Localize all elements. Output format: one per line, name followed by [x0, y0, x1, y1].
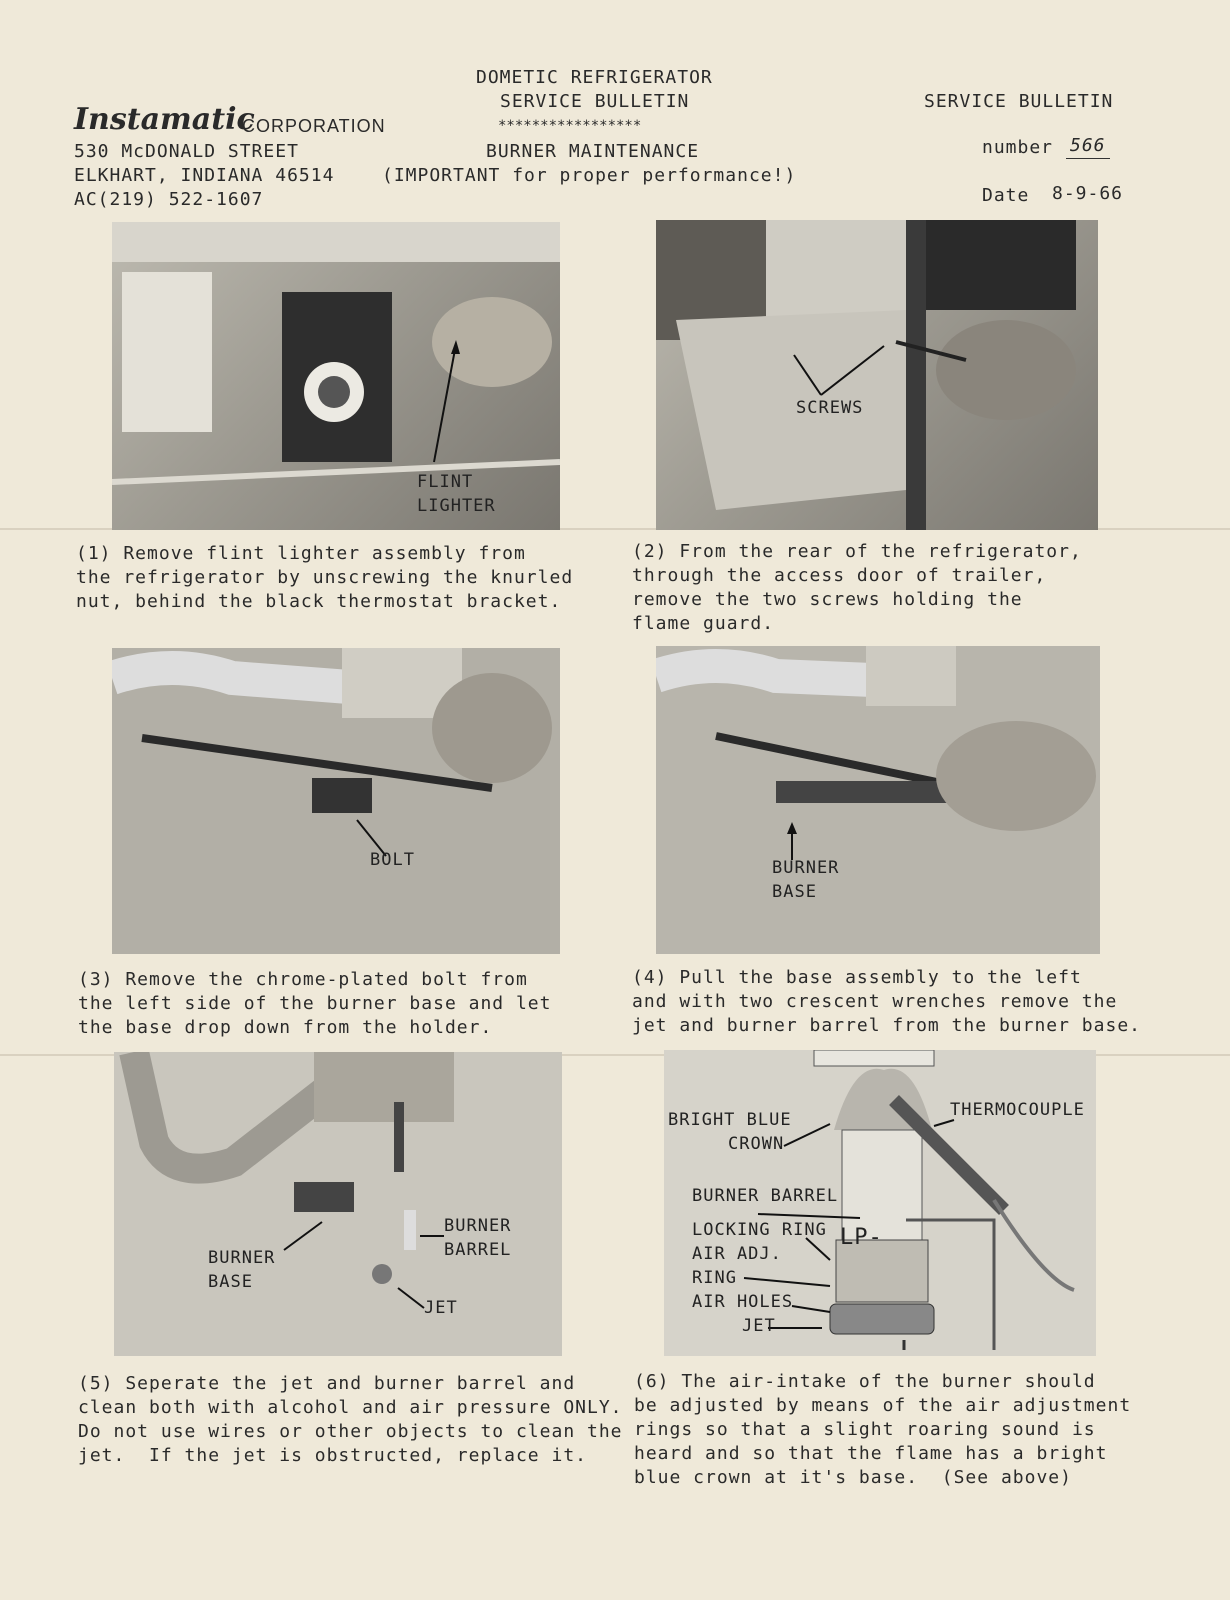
step5-caption: (5) Seperate the jet and burner barrel and clean both with alcohol and air pressure ONLY. Do not use wires or other objects to clean the jet. If the jet is obstructed, replace it.: [78, 1373, 623, 1466]
step3-photo: [112, 648, 560, 954]
label-thermocouple: THERMOCOUPLE: [950, 1100, 1085, 1120]
step3-illustration: [112, 648, 560, 954]
step4-caption: (4) Pull the base assembly to the left and with two crescent wrenches remove the jet and burner barrel from the burner base.: [632, 967, 1141, 1036]
corporation-label: CORPORATION: [242, 116, 386, 136]
address-city: ELKHART, INDIANA 46514: [74, 165, 335, 186]
step1-photo: [112, 222, 560, 530]
step5-photo: [114, 1052, 562, 1356]
label-screws: SCREWS: [796, 398, 864, 418]
step3-caption: (3) Remove the chrome-plated bolt from the left side of the burner base and let the base drop down from the holder.: [78, 969, 552, 1038]
step1-illustration: [112, 222, 560, 530]
label-lp: LP-: [840, 1225, 883, 1250]
label-burner-2: BURNER: [444, 1216, 512, 1236]
step6-diagram: [664, 1050, 1096, 1356]
header-title-1: DOMETIC REFRIGERATOR: [476, 67, 713, 88]
address-street: 530 McDONALD STREET: [74, 141, 299, 162]
date-value: 8-9-66: [1052, 183, 1124, 204]
label-air-adj: AIR ADJ.: [692, 1244, 782, 1264]
label-bolt: BOLT: [370, 850, 415, 870]
label-lighter: LIGHTER: [417, 496, 496, 516]
step2-photo: [656, 220, 1098, 530]
header-subject: BURNER MAINTENANCE: [486, 141, 700, 162]
label-burner: BURNER: [772, 858, 840, 878]
header-title-2: SERVICE BULLETIN: [500, 91, 690, 112]
address-phone: AC(219) 522-1607: [74, 189, 264, 210]
step1-caption: (1) Remove flint lighter assembly from the refrigerator by unscrewing the knurled nut, behind the black thermostat bracket.: [76, 543, 574, 612]
step4-photo: [656, 646, 1100, 954]
label-base-2: BASE: [208, 1272, 253, 1292]
label-air-holes: AIR HOLES: [692, 1292, 794, 1312]
label-barrel: BARREL: [444, 1240, 512, 1260]
label-locking-ring: LOCKING RING: [692, 1220, 827, 1240]
label-jet: JET: [424, 1298, 458, 1318]
label-crown: CROWN: [728, 1134, 785, 1154]
date-label: Date: [982, 185, 1030, 206]
label-burner-3: BURNER: [208, 1248, 276, 1268]
step4-illustration: [656, 646, 1100, 954]
step2-illustration: [656, 220, 1098, 530]
header-note: (IMPORTANT for proper performance!): [382, 165, 797, 186]
label-jet-2: JET: [742, 1316, 776, 1336]
label-ring: RING: [692, 1268, 737, 1288]
step2-caption: (2) From the rear of the refrigerator, through the access door of trailer, remove the two screws holding the flame guard.: [632, 541, 1082, 634]
label-bright-blue: BRIGHT BLUE: [668, 1110, 792, 1130]
step6-caption: (6) The air-intake of the burner should be adjusted by means of the air adjustment rings so that a slight roaring sound is heard and so that the flame has a bright blue crown at it's base. (See above): [634, 1371, 1132, 1488]
step5-illustration: [114, 1052, 562, 1356]
label-burner-barrel: BURNER BARREL: [692, 1186, 839, 1206]
number-label: number: [982, 137, 1054, 158]
header-stars: *****************: [498, 118, 642, 134]
bulletin-number: 566: [1066, 134, 1110, 159]
bulletin-label: SERVICE BULLETIN: [924, 91, 1114, 112]
brand-logo: Instamatic: [74, 102, 255, 137]
label-flint: FLINT: [417, 472, 474, 492]
label-base: BASE: [772, 882, 817, 902]
